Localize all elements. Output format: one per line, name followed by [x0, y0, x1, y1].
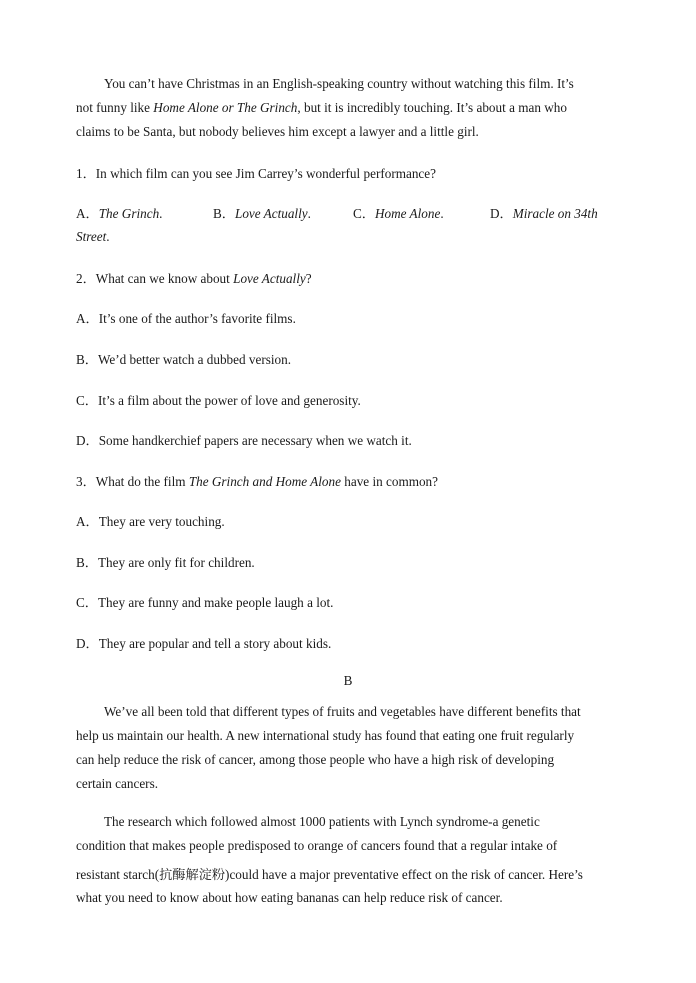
passage-a-line-3: claims to be Santa, but nobody believes him except a lawyer and a little girl. — [76, 124, 479, 139]
question-2-stem: 2．What can we know about Love Actually? — [76, 271, 312, 286]
section-b-p2-line-3: resistant starch(抗酶解淀粉)could have a major preventative effect on the risk of cancer. Here’s — [76, 867, 583, 882]
italic-title: Love Actually — [234, 206, 308, 221]
question-3-option-a: A．They are very touching. — [76, 514, 225, 529]
italic-title: Home Alone or The Grinch — [153, 100, 298, 115]
question-2-option-a: A．It’s one of the author’s favorite films. — [76, 311, 296, 326]
section-b-p1-line-4: certain cancers. — [76, 776, 158, 791]
question-3-option-d: D．They are popular and tell a story about kids. — [76, 636, 332, 651]
question-2-option-b: B．We’d better watch a dubbed version. — [76, 352, 291, 367]
section-b-heading: B — [343, 673, 353, 688]
question-3-option-b: B．They are only fit for children. — [76, 555, 255, 570]
question-3-option-c: C．They are funny and make people laugh a lot. — [76, 595, 334, 610]
passage-a-line-1: You can’t have Christmas in an English-speaking country without watching this film. It’s — [104, 76, 574, 91]
section-b-p1-line-3: can help reduce the risk of cancer, among those people who have a high risk of developing — [76, 752, 555, 767]
italic-title: The Grinch and Home Alone — [188, 474, 341, 489]
section-b-p2-line-4: what you need to know about how eating bananas can help reduce risk of cancer. — [76, 890, 503, 905]
italic-title: Home Alone — [374, 206, 441, 221]
question-1-option-d-cont: Street. — [76, 229, 110, 244]
question-1-option-d: D．Miracle on 34th — [490, 206, 598, 221]
section-b-p1-line-1: We’ve all been told that different types of fruits and vegetables have different benefits that — [104, 704, 581, 719]
question-2-option-c: C．It’s a film about the power of love and generosity. — [76, 393, 361, 408]
italic-title: Love Actually — [233, 271, 306, 286]
question-1-option-b: B．Love Actually. — [213, 206, 311, 221]
section-b-p1-line-2: help us maintain our health. A new international study has found that eating one fruit regularly — [76, 728, 575, 743]
question-2-option-d: D．Some handkerchief papers are necessary when we watch it. — [76, 433, 412, 448]
section-b-p2-line-1: The research which followed almost 1000 patients with Lynch syndrome-a genetic — [104, 814, 540, 829]
question-1-stem: 1．In which film can you see Jim Carrey’s wonderful performance? — [76, 166, 436, 181]
italic-title: The Grinch — [98, 206, 160, 221]
italic-title: Miracle on 34th — [512, 206, 598, 221]
question-1-option-c: C．Home Alone. — [353, 206, 444, 221]
question-1-option-a: A．The Grinch. — [76, 206, 163, 221]
question-3-stem: 3．What do the film The Grinch and Home Alone have in common? — [76, 474, 438, 489]
section-b-p2-line-2: condition that makes people predisposed to orange of cancers found that a regular intake of — [76, 838, 558, 853]
passage-a-line-2: not funny like Home Alone or The Grinch, but it is incredibly touching. It’s about a man who — [76, 100, 567, 115]
italic-title: Street — [76, 229, 107, 244]
